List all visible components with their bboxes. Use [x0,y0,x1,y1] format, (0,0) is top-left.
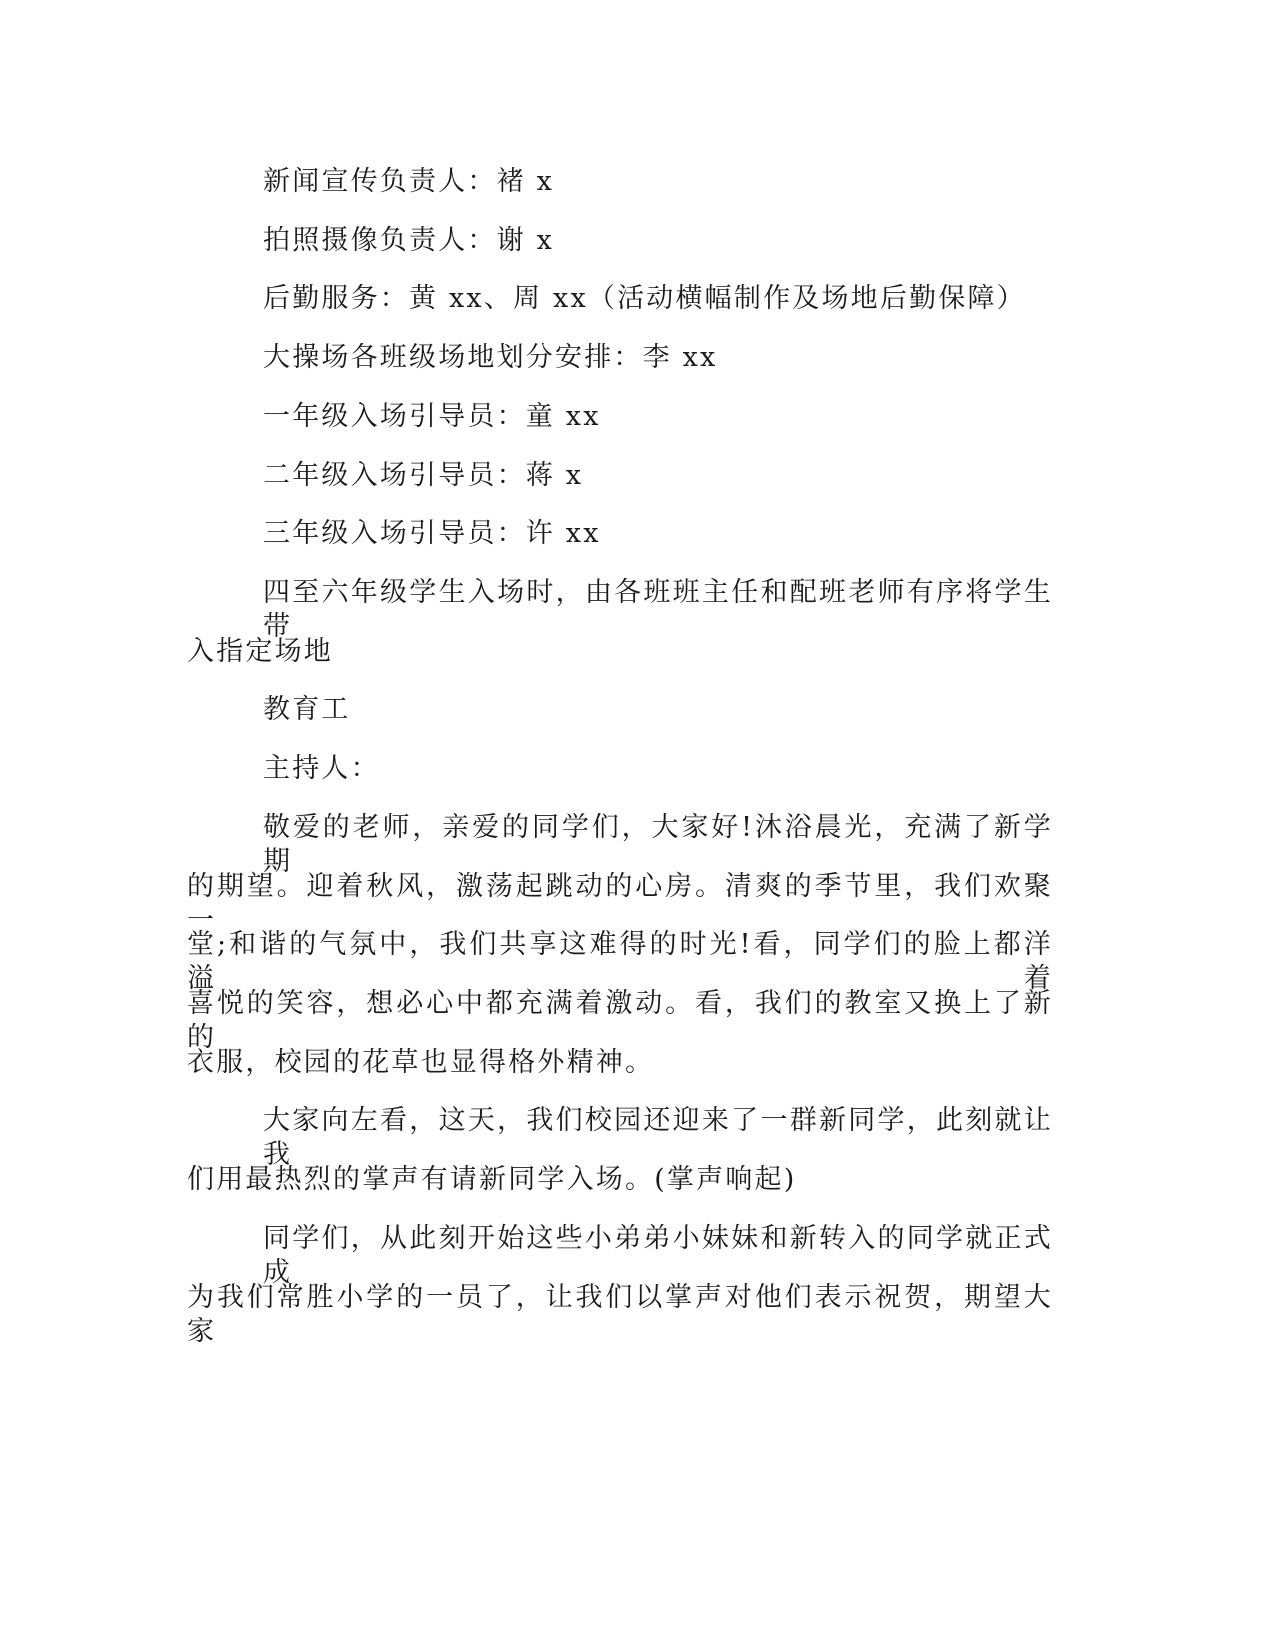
text-line: 新闻宣传负责人：褚 x [263,166,555,197]
text-line: 喜悦的笑容，想必心中都充满着激动。看，我们的教室又换上了新的 [187,988,1053,1053]
text-line: 们用最热烈的掌声有请新同学入场。(掌声响起) [187,1164,797,1195]
text-line: 敬爱的老师，亲爱的同学们，大家好!沐浴晨光，充满了新学期 [263,812,1053,877]
text-line: 三年级入场引导员：许 xx [263,518,601,549]
text-line: 后勤服务：黄 xx、周 xx（活动横幅制作及场地后勤保障） [263,283,1026,314]
text-line: 四至六年级学生入场时，由各班班主任和配班老师有序将学生带 [263,577,1053,642]
text-line: 主持人： [263,753,380,784]
text-line: 衣服，校园的花草也显得格外精神。 [187,1047,655,1078]
text-line: 二年级入场引导员：蒋 x [263,460,584,491]
text-line: 同学们，从此刻开始这些小弟弟小妹妹和新转入的同学就正式成 [263,1223,1053,1288]
text-line: 为我们常胜小学的一员了，让我们以掌声对他们表示祝贺，期望大家 [187,1282,1053,1347]
text-line: 的期望。迎着秋风，激荡起跳动的心房。清爽的季节里，我们欢聚一 [187,871,1053,936]
text-line: 堂;和谐的气氛中，我们共享这难得的时光!看，同学们的脸上都洋溢着 [187,929,1053,994]
text-line: 一年级入场引导员：童 xx [263,401,601,432]
text-line: 教育工 [263,694,351,725]
text-line: 大家向左看，这天，我们校园还迎来了一群新同学，此刻就让我 [263,1105,1053,1170]
text-line: 入指定场地 [187,636,333,667]
text-line: 大操场各班级场地划分安排：李 xx [263,342,718,373]
text-line: 拍照摄像负责人：谢 x [263,225,555,256]
